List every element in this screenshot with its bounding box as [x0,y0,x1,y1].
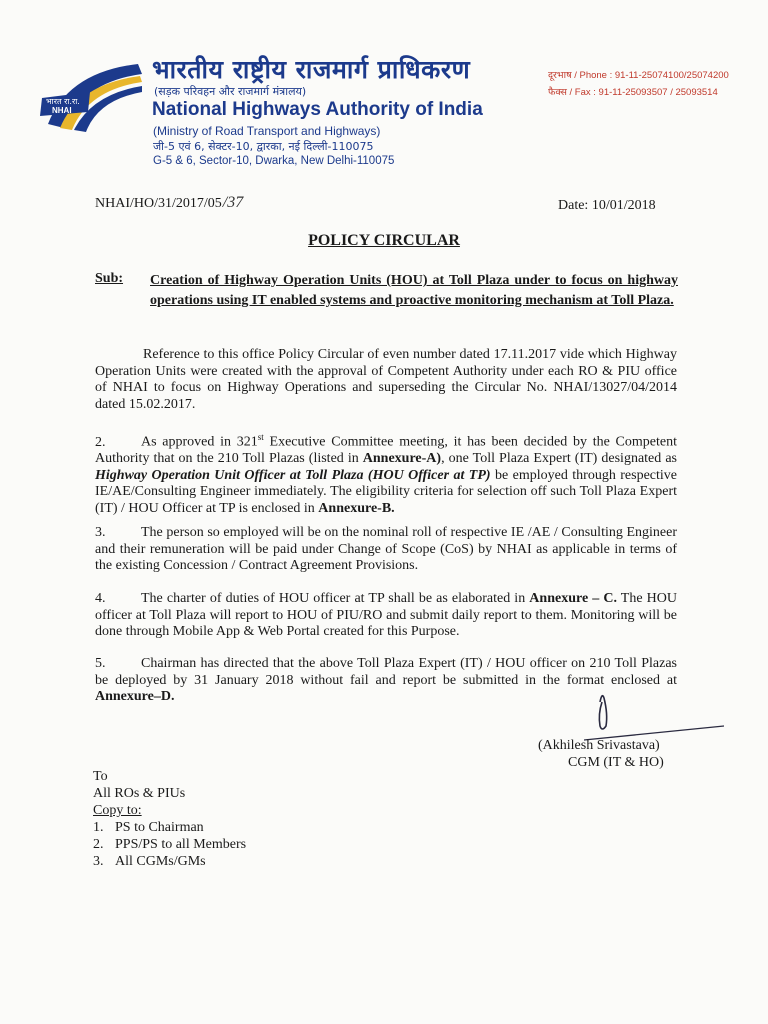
paragraph-text: The charter of duties of HOU officer at TP shall be as elaborated in [141,591,530,606]
copy-item-text: All CGMs/GMs [115,854,206,869]
org-name-hindi: भारतीय राष्ट्रीय राजमार्ग प्राधिकरण [152,55,471,84]
copy-item-number: 1. [93,820,104,835]
nhai-logo [38,52,148,134]
phone-number: दूरभाष / Phone : 91-11-25074100/25074200 [548,70,729,81]
subject-text: Creation of Highway Operation Units (HOU) at Toll Plaza under to focus on highway operations using IT enabled systems and proactive monitoring mechanism at Toll Plaza. [150,273,678,308]
org-name-english: National Highways Authority of India [152,99,483,120]
copy-item-text: PPS/PS to all Members [115,837,247,852]
paragraph-text: The HOU officer at Toll Plaza will report to HOU of PIU/RO and submit daily report to them. Monitoring will be done through Mobile App & Web Portal created for this Purpose. [95,591,678,639]
logo-hindi-text: भारत रा.रा. [46,97,80,106]
logo-abbr-text: NHAI [52,106,72,115]
copy-item-text: PS to Chairman [115,820,204,835]
ministry-english: (Ministry of Road Transport and Highways) [153,124,381,138]
ministry-hindi: (सड़क परिवहन और राजमार्ग मंत्रालय) [154,85,307,98]
copy-item-number: 3. [93,854,104,869]
paragraph-text: Chairman has directed that the above Toll Plaza Expert (IT) / HOU officer on 210 Toll Plazas be deployed by 31 January 2018 without fail and report be submitted in the format enclosed at [95,656,677,688]
distribution-block [93,768,246,870]
address-english: G-5 & 6, Sector-10, Dwarka, New Delhi-110075 [153,155,395,167]
paragraph-number: 2. [95,434,106,450]
handwritten-number: /37 [222,194,244,211]
annexure-b-ref: Annexure-B. [318,500,395,516]
fax-number: फैक्स / Fax : 91-11-25093507 / 25093514 [548,87,718,98]
document-date: Date: 10/01/2018 [558,198,656,213]
annexure-c-ref: Annexure – C. [529,591,617,606]
to-recipients: All ROs & PIUs [93,786,186,801]
paragraph-4 [95,591,677,641]
paragraph-2 [95,429,677,517]
ordinal-suffix: st [257,432,264,442]
signatory-designation: CGM (IT & HO) [568,755,664,770]
paragraph-text: The person so employed will be on the nominal roll of respective IE /AE / Consulting Engineer and their remuneration will be paid under Change of Scope (CoS) by NHAI as applicable in terms of the existing Concession / Contract Agreement Provisions. [95,525,677,573]
paragraph-text: , one Toll Plaza Expert (IT) designated as [441,451,677,467]
designation-text: Highway Operation Unit Officer at Toll Plaza (HOU Officer at TP) [95,467,491,483]
to-label: To [93,769,108,784]
subject-label: Sub: [95,271,124,286]
paragraph-3 [95,525,677,575]
copy-item [93,819,246,836]
address-hindi: जी-5 एवं 6, सेक्टर-10, द्वारका, नई दिल्ली-110075 [153,140,374,153]
paragraph-number: 3. [95,525,106,540]
paragraph-text: As approved in 321 [141,434,258,450]
paragraph-number: 5. [95,656,106,671]
annexure-d-ref: Annexure–D. [95,689,175,704]
annexure-a-ref: Annexure-A) [362,451,442,467]
copy-to-label: Copy to: [93,803,142,818]
copy-item [93,836,246,853]
reference-number [95,194,243,212]
reference-number-text: NHAI/HO/31/2017/05 [95,196,222,211]
paragraph-text: be employed through respective IE/AE/Consulting Engineer immediately. The eligibility criteria for selection off such Toll Plaza Expert (IT) / HOU Officer at TP is enclosed in [95,467,678,516]
copy-item [93,853,246,870]
signatory-name: (Akhilesh Srivastava) [538,738,660,753]
document-title: POLICY CIRCULAR [308,232,460,249]
copy-item-number: 2. [93,837,104,852]
paragraph-number: 4. [95,591,106,606]
paragraph-text: Executive Committee meeting, it has been decided by the Competent Authority that on the 210 Toll Plazas (listed in [95,434,677,467]
paragraph-1: Reference to this office Policy Circular of even number dated 17.11.2017 vide which Highway Operation Units were created with the approval of Competent Authority under each RO & PIU office of NHAI to focus on Highway Operations and superseding the Circular No. NHAI/13027/04/2014 dated 15.02.2017. [95,347,677,412]
